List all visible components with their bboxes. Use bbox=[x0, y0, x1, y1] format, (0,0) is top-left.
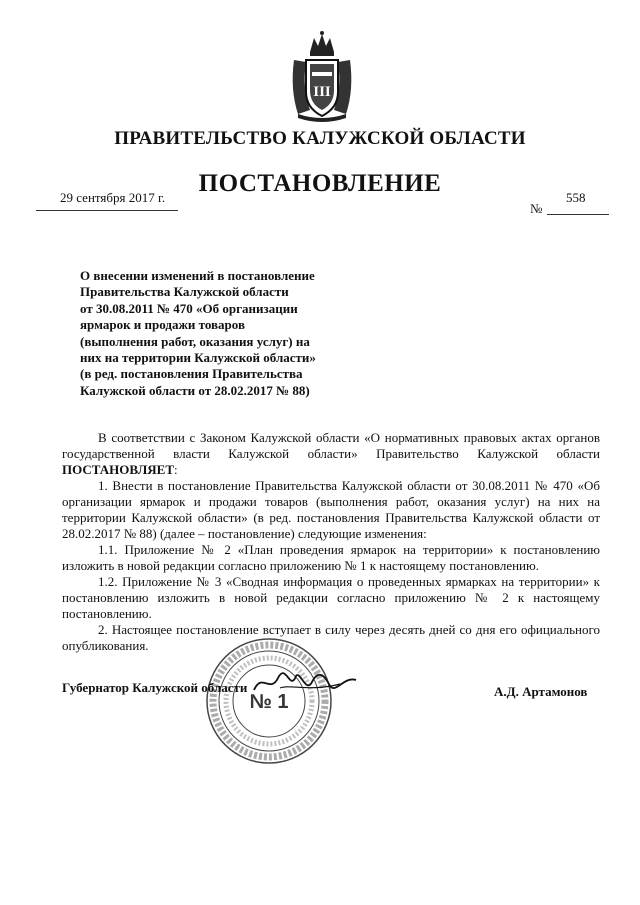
item-2: 2. Настоящее постановление вступает в силу через десять дней со дня его официального опубликования. bbox=[62, 622, 600, 653]
subject-line: (выполнения работ, оказания услуг) на bbox=[80, 333, 310, 349]
subject-line: Правительства Калужской области bbox=[80, 284, 289, 300]
item-1-2: 1.2. Приложение № 3 «Сводная информация о проведенных ярмарках на территории» к постановлению изложить в новой редакции согласно приложению № 2 к настоящему постановлению. bbox=[62, 574, 600, 621]
official-stamp-icon bbox=[204, 636, 334, 766]
document-number: 558 bbox=[566, 190, 586, 205]
document-type-title: ПОСТАНОВЛЕНИЕ bbox=[198, 170, 442, 197]
subject-line: О внесении изменений в постановление bbox=[80, 268, 315, 283]
item-1-1: 1.1. Приложение № 2 «План проведения ярмарок на территории» к постановлению изложить в новой редакции согласно приложению № 1 к настоящему постановлению. bbox=[62, 542, 600, 573]
resolves-keyword: ПОСТАНОВЛЯЕТ bbox=[62, 462, 174, 477]
subject-line: от 30.08.2011 № 470 «Об организации bbox=[80, 300, 298, 316]
subject-line: ярмарок и продажи товаров bbox=[80, 317, 245, 333]
signer-name: А.Д. Артамонов bbox=[494, 684, 588, 699]
svg-text:III: III bbox=[313, 84, 331, 100]
date-underline bbox=[36, 210, 178, 211]
coat-of-arms-icon bbox=[288, 30, 356, 122]
signer-title: Губернатор Калужской области bbox=[62, 680, 248, 695]
intro-colon: : bbox=[174, 462, 178, 477]
subject-line: Калужской области от 28.02.2017 № 88) bbox=[80, 382, 310, 398]
number-underline bbox=[547, 214, 609, 215]
government-title: ПРАВИТЕЛЬСТВО КАЛУЖСКОЙ ОБЛАСТИ bbox=[114, 128, 526, 149]
intro-paragraph bbox=[62, 430, 600, 478]
item-1: 1. Внести в постановление Правительства Калужской области от 30.08.2011 № 470 «Об организации ярмарок и продажи товаров (выполнения работ, оказания услуг) на них на территории Калужской области» (в ред. постановления Правительства Калужской области от 28.02.2017 № 88) (далее – постановление) следующие изменения: bbox=[62, 478, 600, 541]
number-sign: № bbox=[530, 201, 543, 216]
intro-text: В соответствии с Законом Калужской области «О нормативных правовых актах органов государственной власти Калужской области» Правительство Калужской области bbox=[62, 430, 600, 461]
document-date: 29 сентября 2017 г. bbox=[60, 190, 166, 205]
subject-line: них на территории Калужской области» bbox=[80, 350, 316, 366]
document-subject bbox=[80, 268, 342, 399]
document-body bbox=[62, 430, 600, 654]
stamp-number: № 1 bbox=[249, 691, 289, 713]
handwritten-signature-icon bbox=[250, 664, 360, 700]
subject-line: (в ред. постановления Правительства bbox=[80, 366, 303, 382]
